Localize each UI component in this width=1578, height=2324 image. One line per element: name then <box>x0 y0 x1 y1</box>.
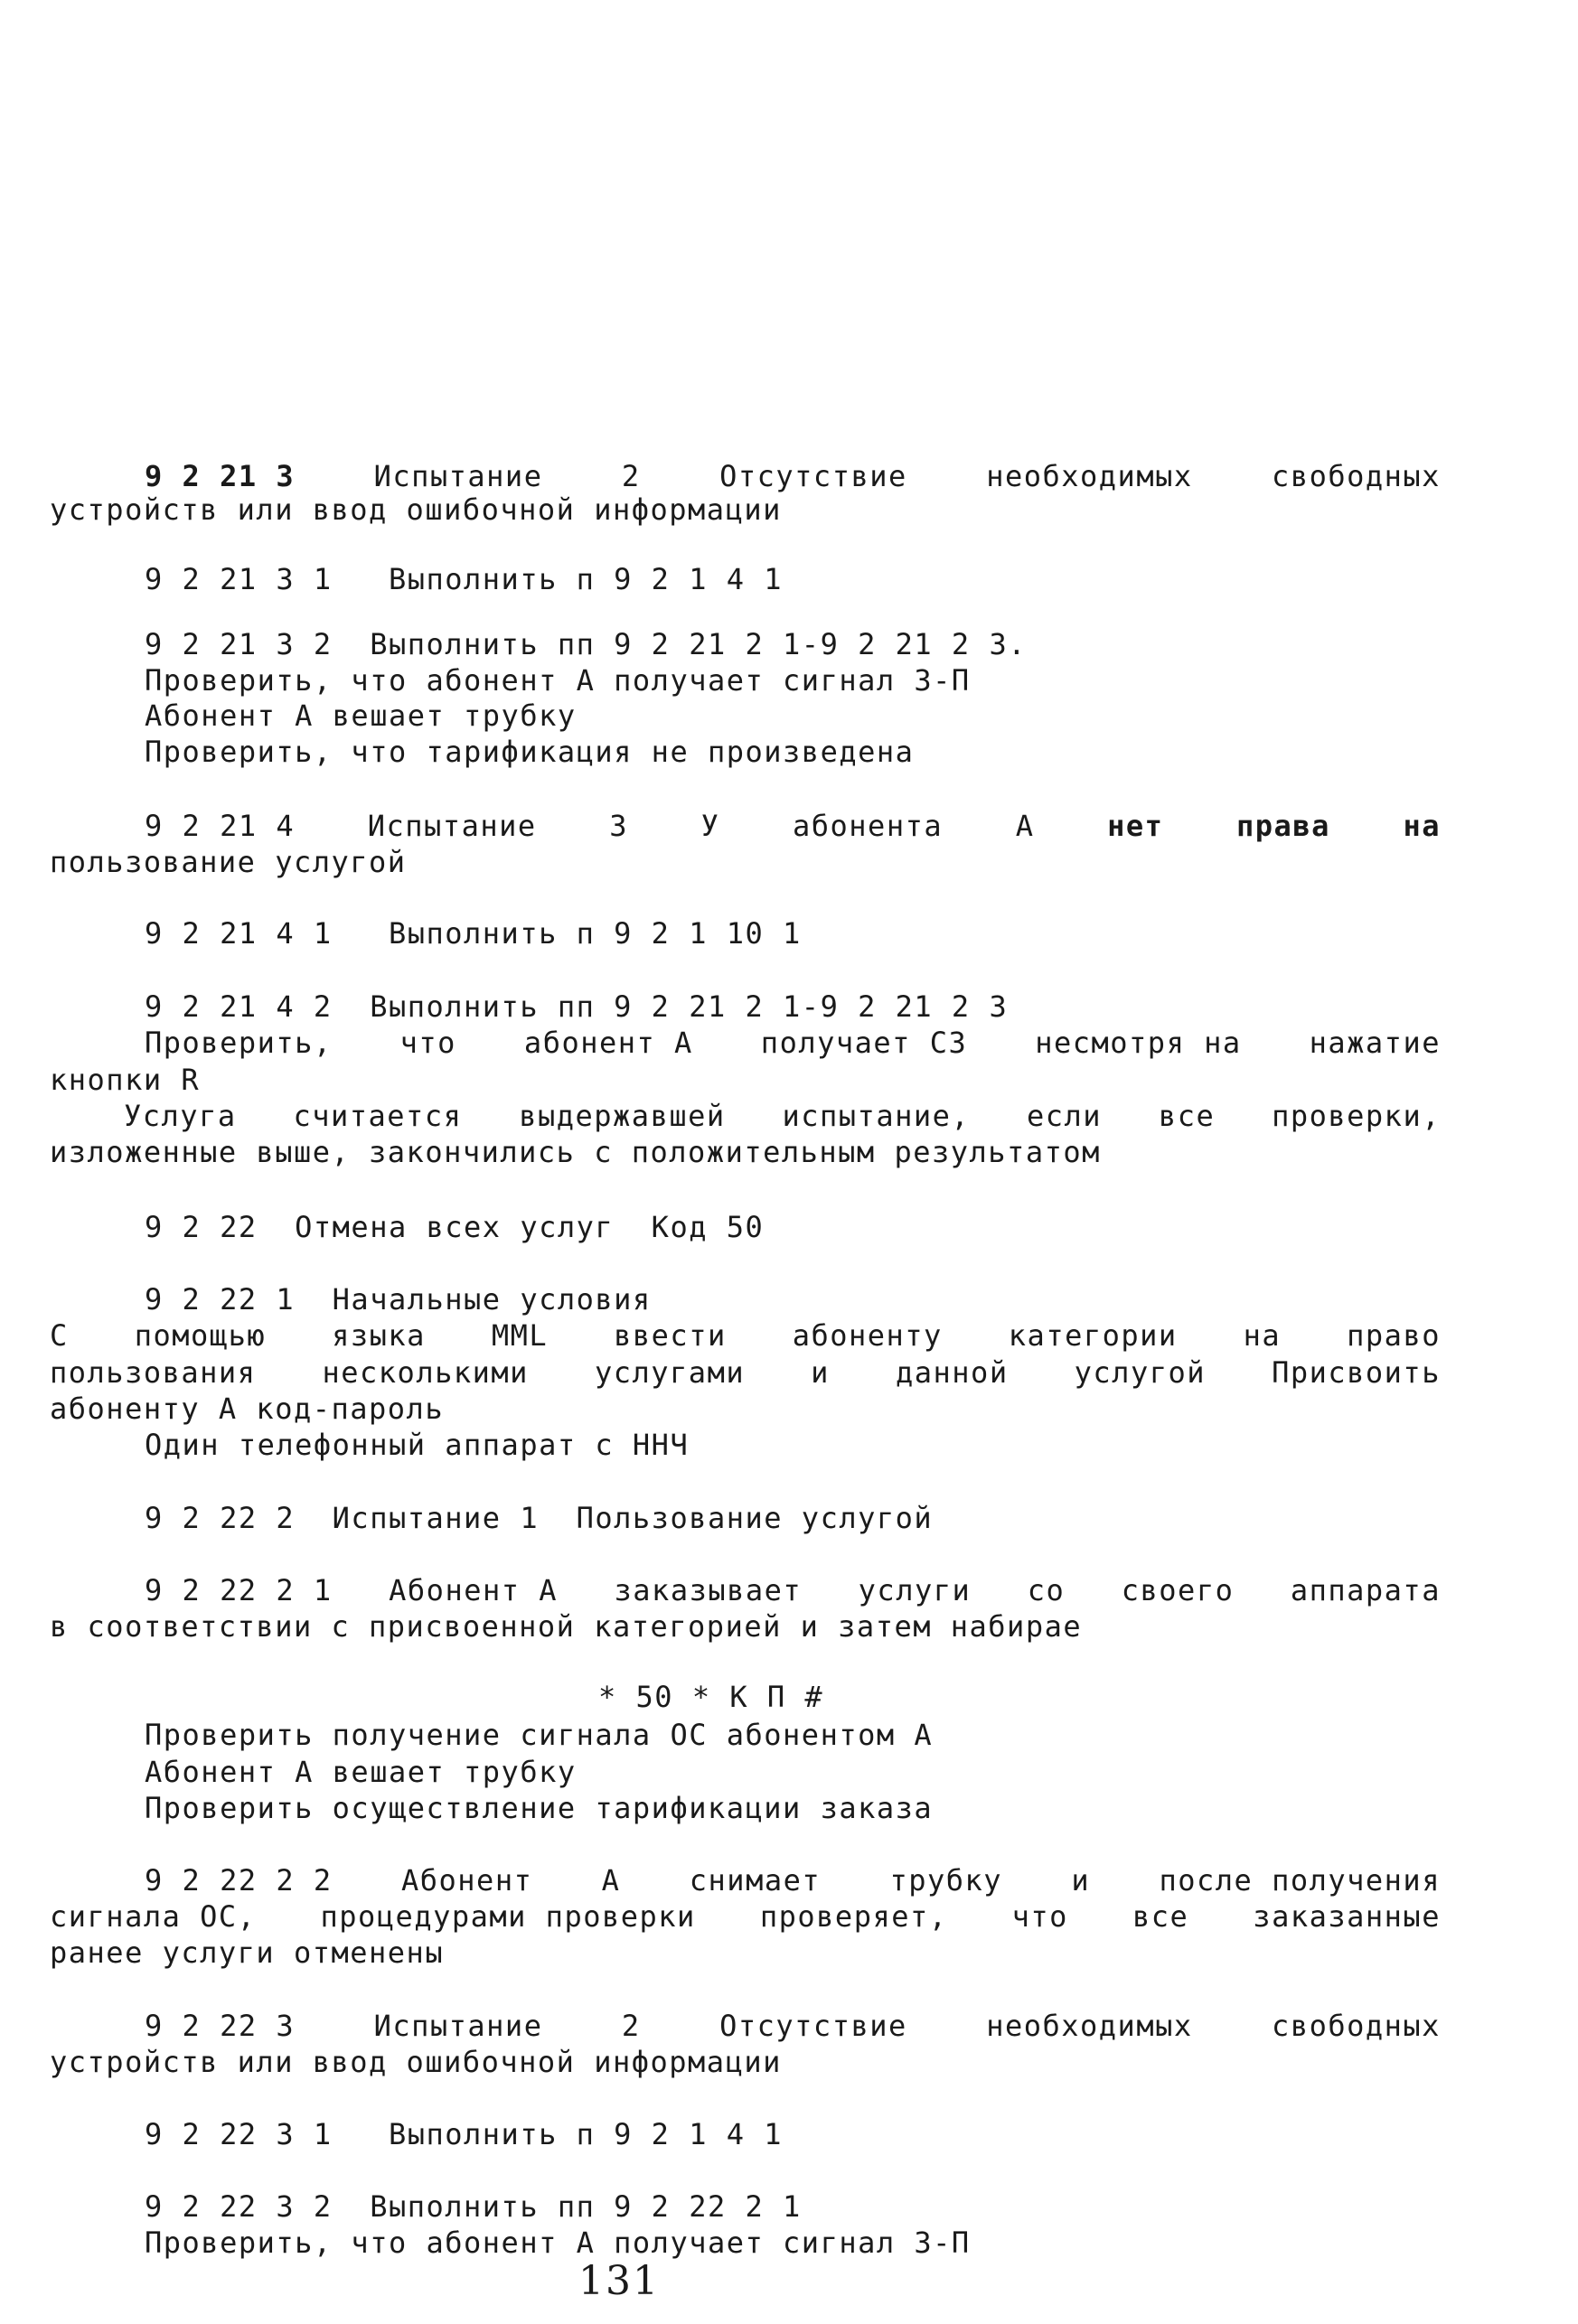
justified-text-line <box>145 809 1441 843</box>
text-word: необходимых <box>986 2009 1193 2043</box>
text-word: права <box>1236 809 1330 843</box>
text-word: необходимых <box>986 459 1193 493</box>
text-line: * 50 * К П # <box>598 1680 824 1714</box>
justified-text-line <box>50 1355 1441 1390</box>
text-line: кнопки R <box>50 1063 201 1097</box>
text-word: свободных <box>1272 459 1441 493</box>
text-word: несколькими <box>322 1355 529 1390</box>
text-word: что <box>1011 1899 1068 1934</box>
text-word: выдержавшей <box>519 1099 726 1133</box>
text-word: абонента <box>792 809 944 843</box>
text-word: сигнала ОС, <box>50 1899 257 1934</box>
text-line: Проверить получение сигнала ОС абонентом А <box>145 1718 934 1752</box>
text-word: Абонент <box>400 1863 533 1898</box>
text-word: категории <box>1008 1318 1178 1353</box>
justified-text-line <box>124 1099 1441 1133</box>
text-word: помощью <box>134 1318 267 1353</box>
text-word: испытание, <box>782 1099 971 1133</box>
text-word: 3 <box>609 809 628 843</box>
text-word: право <box>1347 1318 1441 1353</box>
justified-text-line <box>50 1899 1441 1934</box>
text-line: 9 2 21 3 1 Выполнить п 9 2 1 4 1 <box>145 562 784 596</box>
text-word: свободных <box>1272 2009 1441 2043</box>
text-word: 9 2 22 2 2 <box>145 1863 333 1898</box>
text-word: 9 2 21 3 <box>145 459 296 493</box>
text-word: Абонент А <box>389 1573 559 1607</box>
text-word: снимает <box>689 1863 822 1898</box>
text-line: пользование услугой <box>50 845 407 879</box>
text-word: что <box>399 1026 456 1060</box>
text-line: 9 2 22 Отмена всех услуг Код 50 <box>145 1210 765 1244</box>
text-line: Проверить, что абонент А получает сигнал З-П <box>145 2226 971 2260</box>
text-word: услугой <box>1074 1355 1206 1390</box>
text-line: 9 2 21 4 1 Выполнить п 9 2 1 10 1 <box>145 916 802 951</box>
text-word: Проверить, <box>145 1026 333 1060</box>
text-word: Испытание <box>367 809 537 843</box>
text-word: со <box>1027 1573 1066 1607</box>
text-word: С <box>50 1318 69 1353</box>
text-word: заказывает <box>614 1573 803 1607</box>
text-word: ввести <box>614 1318 727 1353</box>
text-word: все <box>1158 1099 1216 1133</box>
text-line: абоненту А код-пароль <box>50 1392 445 1426</box>
text-word: Присвоить <box>1272 1355 1441 1390</box>
text-line: Один телефонный аппарат с ННЧ <box>145 1428 690 1462</box>
text-line: Абонент А вешает трубку <box>145 698 577 733</box>
text-word: своего <box>1121 1573 1235 1607</box>
text-line: 9 2 21 4 2 Выполнить пп 9 2 21 2 1-9 2 21 2 3 <box>145 989 1009 1024</box>
text-word: нет <box>1107 809 1164 843</box>
text-word: на <box>1403 809 1441 843</box>
text-word: трубку <box>889 1863 1003 1898</box>
text-word: MML <box>491 1318 549 1353</box>
text-line: Проверить, что абонент А получает сигнал З-П <box>145 663 971 698</box>
text-line: ранее услуги отменены <box>50 1935 445 1970</box>
text-line: Абонент А вешает трубку <box>145 1755 577 1789</box>
text-line: 9 2 22 1 Начальные условия <box>145 1282 652 1317</box>
text-word: данной <box>895 1355 1009 1390</box>
justified-text-line <box>145 1026 1441 1060</box>
justified-text-line <box>145 1573 1441 1607</box>
text-line: устройств или ввод ошибочной информации <box>50 2045 782 2079</box>
text-line: 9 2 22 2 Испытание 1 Пользование услугой <box>145 1501 934 1535</box>
text-word: 9 2 22 3 <box>145 2009 296 2043</box>
text-word: языка <box>332 1318 426 1353</box>
text-word: абоненту <box>792 1318 943 1353</box>
text-line: Проверить осуществление тарификации заказа <box>145 1791 934 1825</box>
justified-text-line <box>50 1318 1441 1353</box>
text-word: 2 <box>621 459 641 493</box>
text-word: пользования <box>50 1355 257 1390</box>
text-word: Отсутствие <box>719 459 907 493</box>
text-word: на <box>1243 1318 1282 1353</box>
text-word: считается <box>293 1099 463 1133</box>
text-word: А <box>1015 809 1035 843</box>
text-word: после получения <box>1159 1863 1441 1898</box>
text-word: нажатие <box>1309 1026 1441 1060</box>
text-word: получает СЗ <box>760 1026 968 1060</box>
text-word: процедурами проверки <box>320 1899 696 1934</box>
text-word: Испытание <box>373 459 543 493</box>
text-word: абонент А <box>523 1026 693 1060</box>
text-word: 9 2 22 2 1 <box>145 1573 333 1607</box>
text-word: и <box>811 1355 830 1390</box>
text-line: 9 2 21 3 2 Выполнить пп 9 2 21 2 1-9 2 21 2 3. <box>145 627 1027 661</box>
text-line: устройств или ввод ошибочной информации <box>50 492 782 527</box>
text-line: Проверить, что тарификация не произведена <box>145 735 915 769</box>
text-word: если <box>1027 1099 1103 1133</box>
text-word: и <box>1071 1863 1091 1898</box>
text-line: изложенные выше, закончились с положительным результатом <box>50 1135 1101 1169</box>
text-word: проверяет, <box>759 1899 948 1934</box>
text-word: Отсутствие <box>719 2009 907 2043</box>
text-word: заказанные <box>1253 1899 1441 1934</box>
text-word: услуги <box>858 1573 972 1607</box>
justified-text-line <box>145 1863 1441 1898</box>
text-word: услугами <box>594 1355 746 1390</box>
text-word: аппарата <box>1290 1573 1441 1607</box>
text-line: 9 2 22 3 2 Выполнить пп 9 2 22 2 1 <box>145 2189 802 2224</box>
text-word: 9 2 21 4 <box>145 809 296 843</box>
justified-text-line <box>145 459 1441 493</box>
justified-text-line <box>145 2009 1441 2043</box>
text-word: Услуга <box>124 1099 237 1133</box>
text-word: У <box>700 809 720 843</box>
text-word: А <box>601 1863 621 1898</box>
text-word: несмотря на <box>1035 1026 1242 1060</box>
text-line: в соответствии с присвоенной категорией и затем набирае <box>50 1609 1083 1644</box>
page-number: 131 <box>578 2258 660 2304</box>
text-line: 9 2 22 3 1 Выполнить п 9 2 1 4 1 <box>145 2117 784 2151</box>
text-word: все <box>1132 1899 1189 1934</box>
text-word: 2 <box>621 2009 641 2043</box>
text-word: проверки, <box>1272 1099 1441 1133</box>
text-word: Испытание <box>373 2009 543 2043</box>
